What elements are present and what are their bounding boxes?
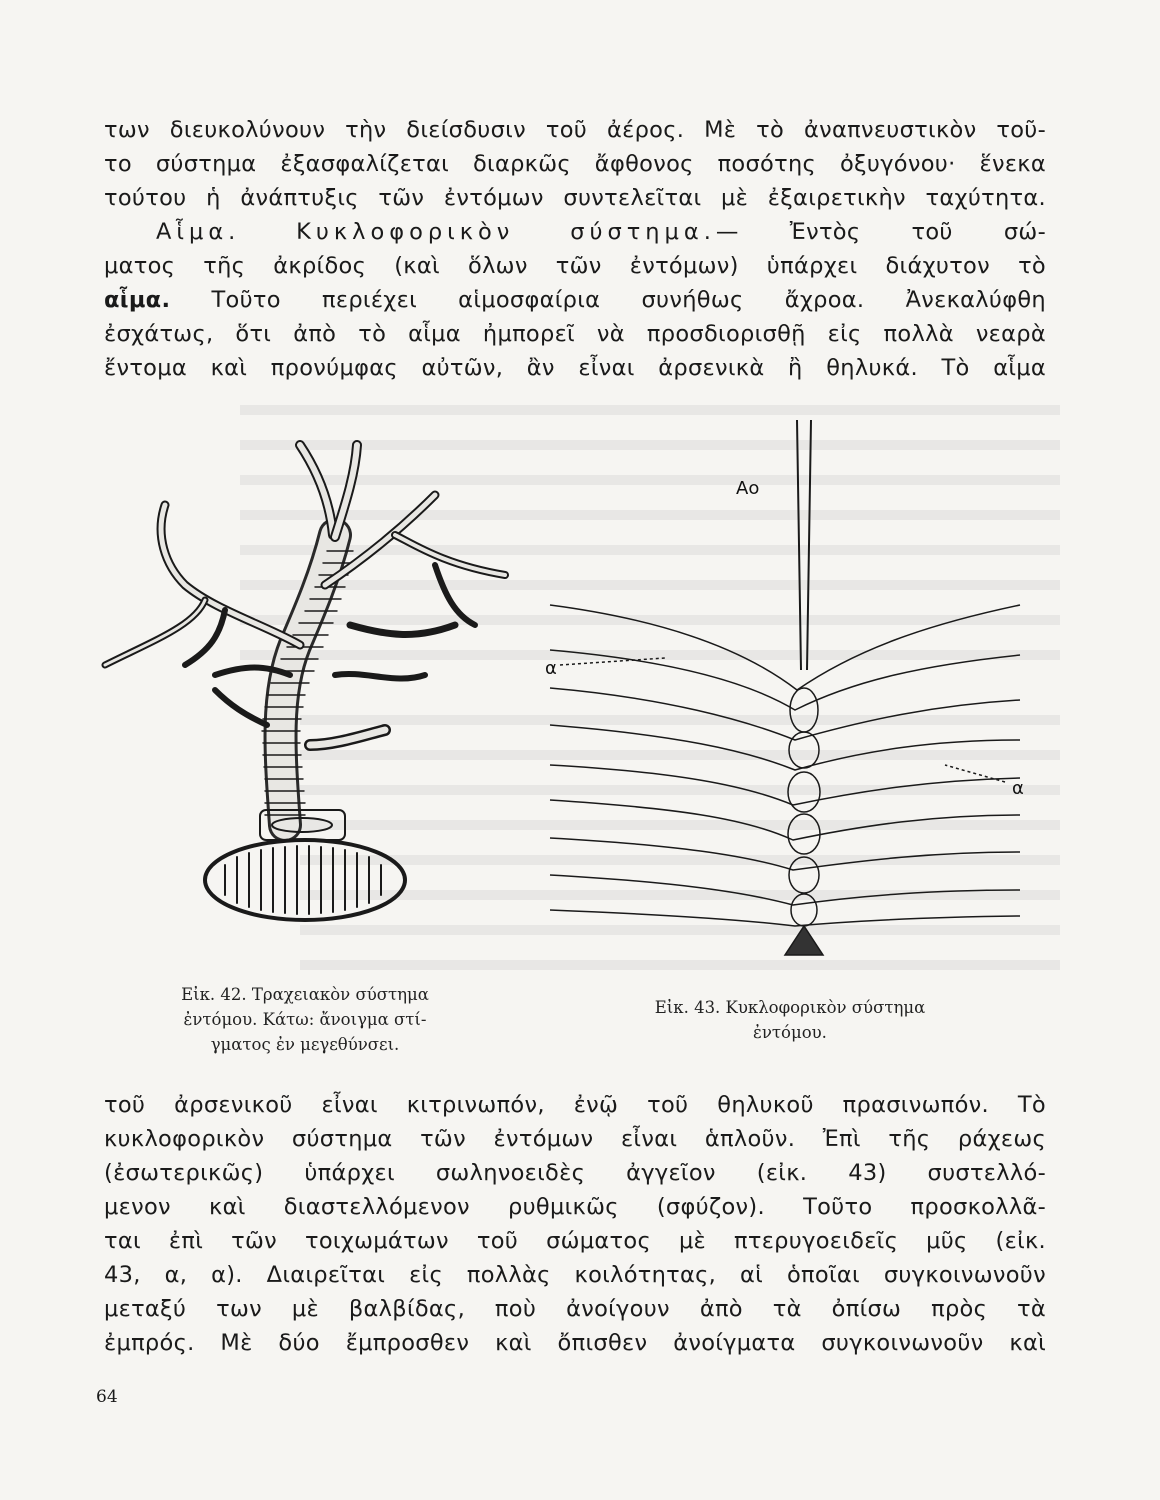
text-line: (ἐσωτερικῶς) ὑπάρχει σωληνοειδὲς ἀγγεῖον (εἰκ. 43) συστελλό- <box>104 1160 1046 1186</box>
text-line: ματος τῆς ἀκρίδος (καὶ ὅλων τῶν ἐντόμων) ὑπάρχει διάχυτον τὸ <box>104 253 1046 279</box>
text-line: το σύστημα ἐξασφαλίζεται διαρκῶς ἄφθονος ποσότης ὀξυγόνου· ἕνεκα <box>104 151 1046 177</box>
bottom-paragraph <box>104 1088 1046 1360</box>
caption-line: ἐντόμου. Κάτω: ἄνοιγμα στί- <box>183 1010 427 1029</box>
page-number: 64 <box>96 1387 118 1407</box>
figure-43-caption <box>580 995 1000 1045</box>
text-line: μενον καὶ διαστελλόμενον ρυθμικῶς (σφύζον). Τοῦτο προσκολλᾶ- <box>104 1194 1046 1220</box>
figure-42-tracheal-system <box>95 425 535 925</box>
figure-43-circulatory-system <box>545 420 1025 960</box>
top-paragraph <box>104 113 1046 385</box>
caption-line: Εἰκ. 42. Τραχειακὸν σύστημα <box>181 985 429 1004</box>
text-run: Τοῦτο περιέχει αἱμοσφαίρια συνήθως ἄχροα. Ἀνεκαλύφθη <box>170 287 1046 313</box>
text-line: κυκλοφορικὸν σύστημα τῶν ἐντόμων εἶναι ἁπλοῦν. Ἐπὶ τῆς ράχεως <box>104 1126 1046 1152</box>
bold-term: αἷμα. <box>104 287 171 313</box>
text-line: ἐμπρός. Μὲ δύο ἔμπροσθεν καὶ ὄπισθεν ἀνοίγματα συγκοινωνοῦν καὶ <box>104 1330 1046 1356</box>
text-line: ἐσχάτως, ὅτι ἀπὸ τὸ αἷμα ἠμπορεῖ νὰ προσδιορισθῇ εἰς πολλὰ νεαρὰ <box>104 321 1046 347</box>
text-line: των διευκολύνουν τὴν διείσδυσιν τοῦ ἀέρος. Μὲ τὸ ἀναπνευστικὸν τοῦ- <box>104 117 1046 143</box>
caption-line: ἐντόμου. <box>753 1023 827 1042</box>
text-line: ἔντομα καὶ προνύμφας αὐτῶν, ἂν εἶναι ἀρσενικὰ ἢ θηλυκά. Τὸ αἷμα <box>104 355 1046 381</box>
caption-line: γματος ἐν μεγεθύνσει. <box>210 1035 400 1054</box>
text-run: — Ἐντὸς τοῦ σώ- <box>715 219 1046 245</box>
text-line <box>104 215 1046 249</box>
figure-43-label-aorta: Αο <box>736 478 760 499</box>
text-line: τοῦ ἀρσενικοῦ εἶναι κιτρινωπόν, ἐνῷ τοῦ θηλυκοῦ πρασινωπόν. Τὸ <box>104 1092 1046 1118</box>
text-line: 43, α, α). Διαιρεῖται εἰς πολλὰς κοιλότητας, αἱ ὁποῖαι συγκοινωνοῦν <box>104 1262 1046 1288</box>
figure-42-caption <box>140 982 470 1057</box>
caption-line: Εἰκ. 43. Κυκλοφορικὸν σύστημα <box>654 998 926 1017</box>
text-line: ται ἐπὶ τῶν τοιχωμάτων τοῦ σώματος μὲ πτερυγοειδεῖς μῦς (εἰκ. <box>104 1228 1046 1254</box>
text-line: μεταξύ των μὲ βαλβίδας, ποὺ ἀνοίγουν ἀπὸ τὰ ὀπίσω πρὸς τὰ <box>104 1296 1046 1322</box>
text-line <box>104 283 1046 317</box>
figure-43-label-alpha-left: α <box>545 658 557 679</box>
figure-43-label-alpha-right: α <box>1012 778 1024 799</box>
text-line: τούτου ἡ ἀνάπτυξις τῶν ἐντόμων συντελεῖται μὲ ἐξαιρετικὴν ταχύτητα. <box>104 185 1046 211</box>
section-heading: Αἷμα. Κυκλοφορικὸν σύστημα. <box>156 219 716 245</box>
